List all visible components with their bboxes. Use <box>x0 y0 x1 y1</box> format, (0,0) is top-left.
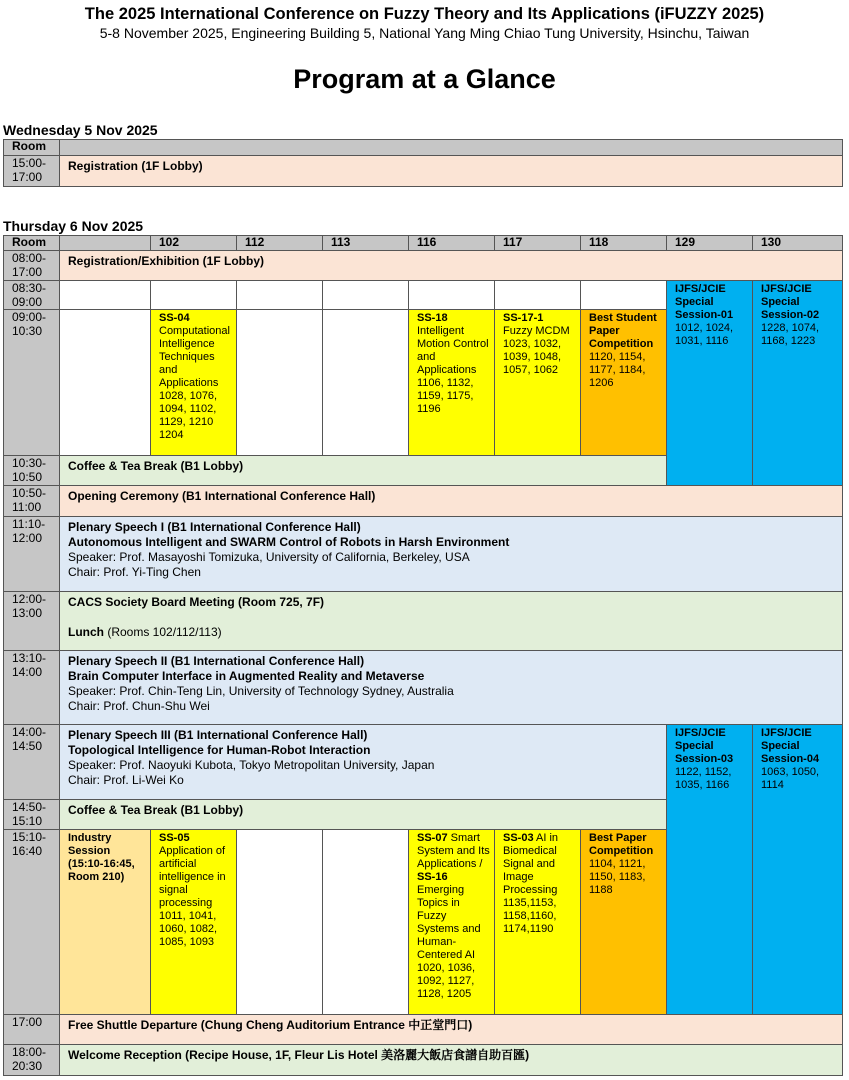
time-cell: 10:30-10:50 <box>4 456 60 486</box>
wednesday-day-title: Wednesday 5 Nov 2025 <box>3 122 158 138</box>
session-title: Application of artificial intelligence in signal processing <box>159 845 226 909</box>
room-130: 130 <box>753 236 843 251</box>
session-papers: 1228, 1074, 1168, 1223 <box>761 322 820 347</box>
shuttle-departure: Free Shuttle Departure (Chung Cheng Auditorium Entrance 中正堂門口) <box>60 1015 843 1045</box>
session-title: IJFS/JCIE Special Session-01 <box>675 283 734 321</box>
plenary-chair: Chair: Prof. Chun-Shu Wei <box>68 699 210 713</box>
plenary-talk: Brain Computer Interface in Augmented Reality and Metaverse <box>68 669 425 683</box>
plenary-speaker: Speaker: Prof. Naoyuki Kubota, Tokyo Metropolitan University, Japan <box>68 758 435 772</box>
coffee-break-1: Coffee & Tea Break (B1 Lobby) <box>60 456 667 486</box>
session-papers: 1063, 1050, 1114 <box>761 766 820 791</box>
session-papers: 1106, 1132, 1159, 1175, 1196 <box>417 377 474 415</box>
room-header: Room <box>4 140 60 156</box>
session-papers: 1120, 1154, 1177, 1184, 1206 <box>589 351 646 389</box>
session-ss-03 <box>495 830 581 1015</box>
plenary-speaker: Speaker: Prof. Chin-Teng Lin, University of Technology Sydney, Australia <box>68 684 454 698</box>
empty-cell <box>495 281 581 310</box>
plenary-talk: Autonomous Intelligent and SWARM Control of Robots in Harsh Environment <box>68 535 510 549</box>
room-header-blank <box>60 236 151 251</box>
time-cell: 08:00-17:00 <box>4 251 60 281</box>
session-papers: 1135,1153, 1158,1160, 1174,1190 <box>503 897 557 935</box>
conference-subtitle: 5-8 November 2025, Engineering Building 5, National Yang Ming Chiao Tung University, Hsinchu, Taiwan <box>99 25 750 41</box>
session-papers: 1011, 1041, 1060, 1082, 1085, 1093 <box>159 910 218 948</box>
welcome-reception: Welcome Reception (Recipe House, 1F, Fleur Lis Hotel 美洛麗大飯店食譜自助百匯) <box>60 1045 843 1076</box>
session-title: IJFS/JCIE Special Session-04 <box>761 727 820 765</box>
empty-cell <box>237 830 323 1015</box>
opening-ceremony: Opening Ceremony (B1 International Conference Hall) <box>60 486 843 517</box>
ijfs-session-01 <box>667 281 753 486</box>
time-cell: 10:50-11:00 <box>4 486 60 517</box>
room-102: 102 <box>151 236 237 251</box>
empty-cell <box>323 310 409 456</box>
time-cell: 17:00 <box>4 1015 60 1045</box>
session-title-2: Emerging Topics in Fuzzy Systems and Human-Centered AI <box>417 884 481 961</box>
session-papers: 1122, 1152, 1035, 1166 <box>675 766 732 791</box>
room-129: 129 <box>667 236 753 251</box>
board-meeting: CACS Society Board Meeting (Room 725, 7F) <box>68 595 325 609</box>
coffee-break-2: Coffee & Tea Break (B1 Lobby) <box>60 800 667 830</box>
room-header-blank <box>60 140 843 156</box>
lunch-rooms: (Rooms 102/112/113) <box>107 625 222 639</box>
session-papers: 1028, 1076, 1094, 1102, 1129, 1210 1204 <box>159 390 218 441</box>
empty-cell <box>323 830 409 1015</box>
ijfs-session-03 <box>667 725 753 1015</box>
time-cell: 08:30-09:00 <box>4 281 60 310</box>
plenary-heading: Plenary Speech III (B1 International Conference Hall) <box>68 728 368 742</box>
session-code: SS-04 <box>159 312 190 324</box>
plenary-speech-1 <box>60 517 843 592</box>
plenary-chair: Chair: Prof. Li-Wei Ko <box>68 773 184 787</box>
lunch-line <box>68 625 842 640</box>
ijfs-session-04 <box>753 725 843 1015</box>
time-cell: 13:10-14:00 <box>4 651 60 725</box>
time-cell: 15:10-16:40 <box>4 830 60 1015</box>
plenary-speech-2 <box>60 651 843 725</box>
time-cell: 14:00-14:50 <box>4 725 60 800</box>
empty-cell <box>151 281 237 310</box>
time-cell: 09:00-10:30 <box>4 310 60 456</box>
industry-session: Industry Session (15:10-16:45, Room 210) <box>60 830 151 1015</box>
empty-cell <box>60 281 151 310</box>
plenary-chair: Chair: Prof. Yi-Ting Chen <box>68 565 201 579</box>
time-cell: 12:00-13:00 <box>4 592 60 651</box>
empty-cell <box>237 281 323 310</box>
room-113: 113 <box>323 236 409 251</box>
wednesday-registration: Registration (1F Lobby) <box>60 156 843 187</box>
room-header: Room <box>4 236 60 251</box>
lunch-label: Lunch <box>68 625 104 639</box>
time-cell: 18:00-20:30 <box>4 1045 60 1076</box>
session-ss-17-1 <box>495 310 581 456</box>
room-112: 112 <box>237 236 323 251</box>
thursday-day-title: Thursday 6 Nov 2025 <box>3 218 144 234</box>
session-papers: 1104, 1121, 1150, 1183, 1188 <box>589 858 646 896</box>
time-cell: 14:50-15:10 <box>4 800 60 830</box>
plenary-talk: Topological Intelligence for Human-Robot Interaction <box>68 743 371 757</box>
empty-cell <box>323 281 409 310</box>
plenary-heading: Plenary Speech I (B1 International Conference Hall) <box>68 520 361 534</box>
time-cell: 15:00-17:00 <box>4 156 60 187</box>
wednesday-table <box>3 139 843 187</box>
session-title: IJFS/JCIE Special Session-02 <box>761 283 820 321</box>
session-title: Computational Intelligence Techniques and Applications <box>159 325 230 389</box>
lunch-block <box>60 592 843 651</box>
room-116: 116 <box>409 236 495 251</box>
session-title: AI in Biomedical Signal and Image Processing <box>503 832 559 896</box>
session-title: Best Student Paper Competition <box>589 312 657 350</box>
session-code-2: SS-16 <box>417 871 448 883</box>
session-code: SS-18 <box>417 312 448 324</box>
session-papers: 1023, 1032, 1039, 1048, 1057, 1062 <box>503 338 562 376</box>
best-paper-competition <box>581 830 667 1015</box>
empty-cell <box>60 310 151 456</box>
empty-cell <box>409 281 495 310</box>
session-ss-05 <box>151 830 237 1015</box>
session-title: IJFS/JCIE Special Session-03 <box>675 727 734 765</box>
thursday-table <box>3 235 843 1076</box>
empty-cell <box>581 281 667 310</box>
session-ss-18 <box>409 310 495 456</box>
session-code: SS-03 <box>503 832 534 844</box>
session-papers: 1020, 1036, 1092, 1127, 1128, 1205 <box>417 962 476 1000</box>
session-ss-07-ss-16 <box>409 830 495 1015</box>
session-title: Fuzzy MCDM <box>503 325 570 337</box>
plenary-speech-3 <box>60 725 667 800</box>
plenary-speaker: Speaker: Prof. Masayoshi Tomizuka, University of California, Berkeley, USA <box>68 550 470 564</box>
session-title: Intelligent Motion Control and Applications <box>417 325 489 376</box>
session-title: Best Paper Competition <box>589 832 654 857</box>
empty-cell <box>237 310 323 456</box>
session-papers: 1012, 1024, 1031, 1116 <box>675 322 734 347</box>
room-118: 118 <box>581 236 667 251</box>
ijfs-session-02 <box>753 281 843 486</box>
time-cell: 11:10-12:00 <box>4 517 60 592</box>
room-117: 117 <box>495 236 581 251</box>
conference-title: The 2025 International Conference on Fuzzy Theory and Its Applications (iFUZZY 2025) <box>84 5 765 23</box>
session-title: Smart System and Its Applications / <box>417 832 490 870</box>
session-code: SS-07 <box>417 832 448 844</box>
plenary-heading: Plenary Speech II (B1 International Conference Hall) <box>68 654 365 668</box>
program-title: Program at a Glance <box>293 64 556 94</box>
session-ss-04 <box>151 310 237 456</box>
best-student-paper <box>581 310 667 456</box>
thursday-registration: Registration/Exhibition (1F Lobby) <box>60 251 843 281</box>
session-code: SS-05 <box>159 832 190 844</box>
session-code: SS-17-1 <box>503 312 544 324</box>
